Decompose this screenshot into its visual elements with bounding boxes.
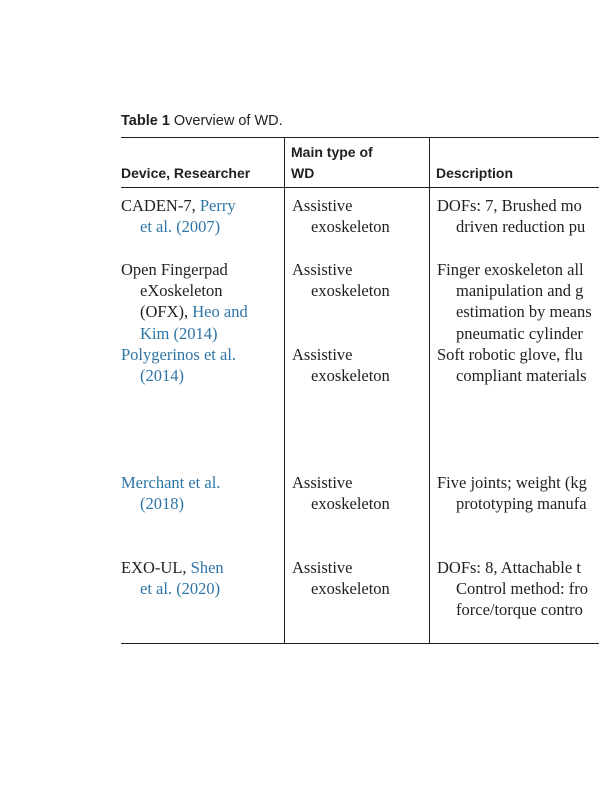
table-top-rule xyxy=(121,137,599,138)
description-line: driven reduction pu xyxy=(456,217,586,237)
table-row-1-device xyxy=(121,195,236,237)
type-line: Assistive xyxy=(292,473,353,492)
type-line: exoskeleton xyxy=(311,281,390,301)
table-row-3-type xyxy=(292,344,390,386)
device-name: CADEN-7, xyxy=(121,196,196,215)
table-row-1-type xyxy=(292,195,390,237)
table-row-2-device xyxy=(121,259,248,344)
description-line: Control method: fro xyxy=(456,579,588,599)
device-name: (OFX), xyxy=(140,302,189,322)
description-line: compliant materials xyxy=(456,366,587,386)
description-line: estimation by means xyxy=(456,302,592,322)
header-device-researcher: Device, Researcher xyxy=(121,165,251,181)
description-line: Five joints; weight (kg xyxy=(437,473,587,492)
type-line: Assistive xyxy=(292,558,353,577)
citation-link[interactable]: (2014) xyxy=(140,366,184,386)
table-row-5-device xyxy=(121,557,224,599)
citation-link[interactable]: Shen xyxy=(190,558,224,577)
description-line: DOFs: 7, Brushed mo xyxy=(437,196,582,215)
header-main-type xyxy=(291,142,373,184)
citation-link[interactable]: Merchant et al. xyxy=(121,473,221,492)
table-row-4-device xyxy=(121,472,220,514)
citation-link[interactable]: et al. (2020) xyxy=(140,579,221,599)
header-main-type-line2: WD xyxy=(291,165,315,181)
column-divider-2 xyxy=(429,137,430,643)
citation-link[interactable]: Heo and xyxy=(192,302,248,322)
table-row-2-type xyxy=(292,259,390,301)
device-name: EXO-UL, xyxy=(121,558,187,577)
citation-link[interactable]: Polygerinos et al. xyxy=(121,345,237,364)
citation-link[interactable]: Perry xyxy=(199,196,236,215)
description-line: manipulation and g xyxy=(456,281,584,301)
device-name: Open Fingerpad xyxy=(121,260,228,279)
table-row-5-type xyxy=(292,557,390,599)
description-line: prototyping manufa xyxy=(456,494,587,514)
type-line: exoskeleton xyxy=(311,579,390,599)
table-row-3-description xyxy=(437,344,599,386)
table-row-5-description xyxy=(437,557,599,621)
description-line: force/torque contro xyxy=(456,600,583,620)
table-bottom-rule xyxy=(121,643,599,644)
citation-link[interactable]: et al. (2007) xyxy=(140,217,221,237)
type-line: Assistive xyxy=(292,345,353,364)
table-caption-label: Table 1 xyxy=(121,113,170,129)
type-line: exoskeleton xyxy=(311,494,390,514)
table-row-1-description xyxy=(437,195,599,237)
device-name: eXoskeleton xyxy=(140,281,223,301)
header-main-type-line1: Main type of xyxy=(291,144,373,160)
table-row-2-description xyxy=(437,259,599,344)
description-line: Finger exoskeleton all xyxy=(437,260,584,279)
type-line: exoskeleton xyxy=(311,217,390,237)
citation-link[interactable]: Kim (2014) xyxy=(140,323,218,343)
type-line: Assistive xyxy=(292,260,353,279)
table-row-4-description xyxy=(437,472,599,514)
description-line: DOFs: 8, Attachable t xyxy=(437,558,581,577)
table-caption xyxy=(121,113,283,129)
table-caption-text: Overview of WD. xyxy=(173,113,283,129)
citation-link[interactable]: (2018) xyxy=(140,494,184,514)
type-line: Assistive xyxy=(292,196,353,215)
column-divider-1 xyxy=(284,137,285,643)
type-line: exoskeleton xyxy=(311,366,390,386)
description-line: pneumatic cylinder xyxy=(456,323,583,343)
header-description: Description xyxy=(436,165,514,181)
table-header-rule xyxy=(121,187,599,188)
description-line: Soft robotic glove, flu xyxy=(437,345,583,364)
table-row-3-device xyxy=(121,344,236,386)
table-row-4-type xyxy=(292,472,390,514)
